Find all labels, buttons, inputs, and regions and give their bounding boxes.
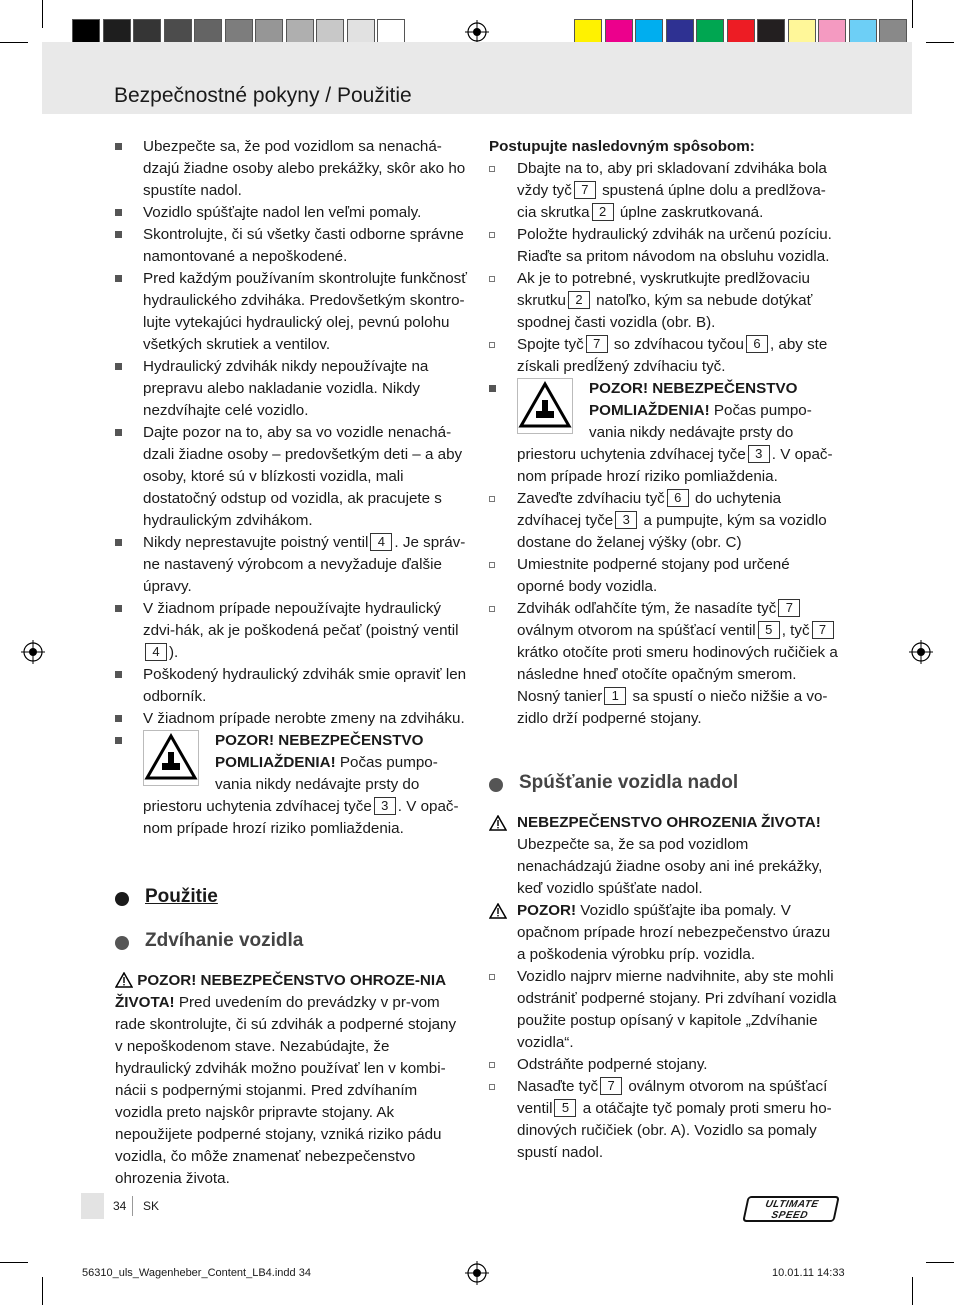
crop-mark [912,1277,913,1305]
crop-mark [0,1262,28,1263]
crop-mark [926,1262,954,1263]
list-item: Zaveďte zdvíhaciu tyč 6 do uchytenia zdvíhacej tyče 3 a pumpujte, kým sa vozidlo dostane do želanej výšky (obr. C) [489,488,841,554]
crush-hazard-warning-icon [143,730,199,786]
list-item: Poškodený hydraulický zdvihák smie opraviť len odborník. [115,664,467,708]
registration-mark-icon [465,1261,489,1285]
ultimate-speed-logo [742,1196,840,1222]
list-item: Hydraulický zdvihák nikdy nepoužívajte na prepravu alebo nakladanie vozidla. Nikdy nezdvíhajte celé vozidlo. [115,356,467,422]
list-item: Vozidlo spúšťajte nadol len veľmi pomaly. [115,202,467,224]
logo-text: SPEED [770,1210,809,1221]
crop-mark [42,0,43,28]
list-item: Dajte pozor na to, aby sa vo vozidle nenachá-dzali žiadne osoby – predovšetkým deti – a aby osoby, ktoré sú v blízkosti vozidla, mali dostatočný odstup od vozidla, ak pracujete s hydraulickým zdvihákom. [115,422,467,532]
registration-mark-icon [909,640,933,664]
list-item: Nasaďte tyč 7 oválnym otvorom na spúšťací ventil 5 a otáčajte tyč pomaly proti smeru ho-dinových ručičiek (obr. A). Vozidlo sa pomaly spustí nadol. [489,1076,841,1164]
registration-mark-icon [21,640,45,664]
list-item: Dbajte na to, aby pri skladovaní zdviháka bola vždy tyč 7 spustená úplne dolu a predlžova-cia skrutka 2 úplne zaskrutkovaná. [489,158,841,224]
list-item: Skontrolujte, či sú všetky časti odborne správne namontované a nepoškodené. [115,224,467,268]
warning-triangle-icon [489,815,507,831]
list-item: Spojte tyč 7 so zdvíhacou tyčou 6 , aby ste získali predĺžený zdvíhaciu tyč. [489,334,841,378]
list-item: Položte hydraulický zdvihák na určenú pozíciu. Riaďte sa pritom návodom na obsluhu vozidla. [489,224,841,268]
file-info: 56310_uls_Wagenheber_Content_LB4.indd 34 [82,1267,311,1279]
caution-warning: POZOR! Vozidlo spúšťajte iba pomaly. V opačnom prípade hrozí nebezpečenstvo úrazu a poškodenia výrobku príp. vozidla. [489,900,841,966]
list-item: V žiadnom prípade nerobte zmeny na zdviháku. [115,708,467,730]
registration-mark-icon [465,20,489,44]
logo-text: ULTIMATE [764,1199,820,1210]
crop-mark [0,42,28,43]
section-heading-use: Použitie [115,884,467,910]
page-tab [81,1193,104,1219]
crop-mark [912,0,913,28]
list-item: Odstráňte podperné stojany. [489,1054,841,1076]
list-item: Ak je to potrebné, vyskrutkujte predlžovaciu skrutku 2 natoľko, kým sa nebude dotýkať spodnej časti vozidla (obr. B). [489,268,841,334]
left-column [115,136,467,1190]
lift-warning: POZOR! NEBEZPEČENSTVO OHROZE-NIA ŽIVOTA! Pred uvedením do prevádzky v pr-vom rade skontrolujte, či sú zdvihák a podperné stojany v nepoškodenom stave. Nezabúdajte, že hydraulický zdvihák možno používať len v kombi-nácii s podpernými stojanmi. Pred zdvíhaním vozidla preto najskôr pripravte stojany. Ak nepoužijete podperné stojany, vzniká riziko pádu vozidla, čo môže znamenať nebezpečenstvo ohrozenia života. [115,972,457,1187]
list-item: Vozidlo najprv mierne nadvihnite, aby ste mohli odstrániť podperné stojany. Pri zdvíhaní vozidla použite postup opísaný v kapitole „Zdvíhanie vozidla“. [489,966,841,1054]
crop-mark [42,1277,43,1305]
language-code: SK [143,1199,160,1213]
section-heading-lift: Zdvíhanie vozidla [115,928,467,954]
crush-hazard-warning-icon [517,378,573,434]
list-item: Pred každým používaním skontrolujte funkčnosť hydraulického zdviháka. Predovšetkým skontro-lujte vytekajúci hydraulický olej, pevnú polohu všetkých skrutiek a ventilov. [115,268,467,356]
list-item: Ubezpečte sa, že pod vozidlom sa nenachá-dzajú žiadne osoby alebo prekážky, skôr ako ho spustíte nadol. [115,136,467,202]
print-date: 10.01.11 14:33 [772,1267,845,1279]
warning-triangle-icon [115,972,133,988]
section-heading-lower: Spúšťanie vozidla nadol [489,770,841,796]
danger-warning: NEBEZPEČENSTVO OHROZENIA ŽIVOTA! Ubezpečte sa, že sa pod vozidlom nenachádzajú žiadne osoby ani iné prekážky, keď vozidlo spúšťate nadol. [489,812,841,900]
list-item: Nikdy neprestavujte poistný ventil 4 . Je správ-ne nastavený výrobcom a nevyžaduje ďalšie úpravy. [115,532,467,598]
warning-triangle-icon [489,903,507,919]
crop-mark [926,42,954,43]
page-number: 34 [113,1199,127,1213]
page-title: Bezpečnostné pokyny / Použitie [114,84,412,107]
page-header [42,42,912,114]
list-item: V žiadnom prípade nepoužívajte hydraulický zdvi-hák, ak je poškodená pečať (poistný ventil4 ). [115,598,467,664]
list-item: Zdvihák odľahčíte tým, že nasadíte tyč 7 oválnym otvorom na spúšťací ventil 5 , tyč 7 krátko otočíte proti smeru hodinových ručičiek a následne hneď otočíte opačným smerom. Nosný tanier 1 sa spustí o niečo nižšie a vo-zidlo drží podperné stojany. [489,598,841,730]
list-item: Umiestnite podperné stojany pod určené oporné body vozidla. [489,554,841,598]
divider [132,1196,133,1216]
right-column [489,136,841,1164]
procedure-heading: Postupujte nasledovným spôsobom: [489,138,755,155]
warning-item: POZOR! NEBEZPEČENSTVO POMLIAŽDENIA! Počas pumpo-vania nikdy nedávajte prsty do priestoru uchytenia zdvíhacej tyče 3 . V opač-nom prípade hrozí riziko pomliaždenia. [489,378,841,488]
warning-item: POZOR! NEBEZPEČENSTVO POMLIAŽDENIA! Počas pumpo-vania nikdy nedávajte prsty do priestoru uchytenia zdvíhacej tyče 3 . V opač-nom prípade hrozí riziko pomliaždenia. [115,730,467,840]
